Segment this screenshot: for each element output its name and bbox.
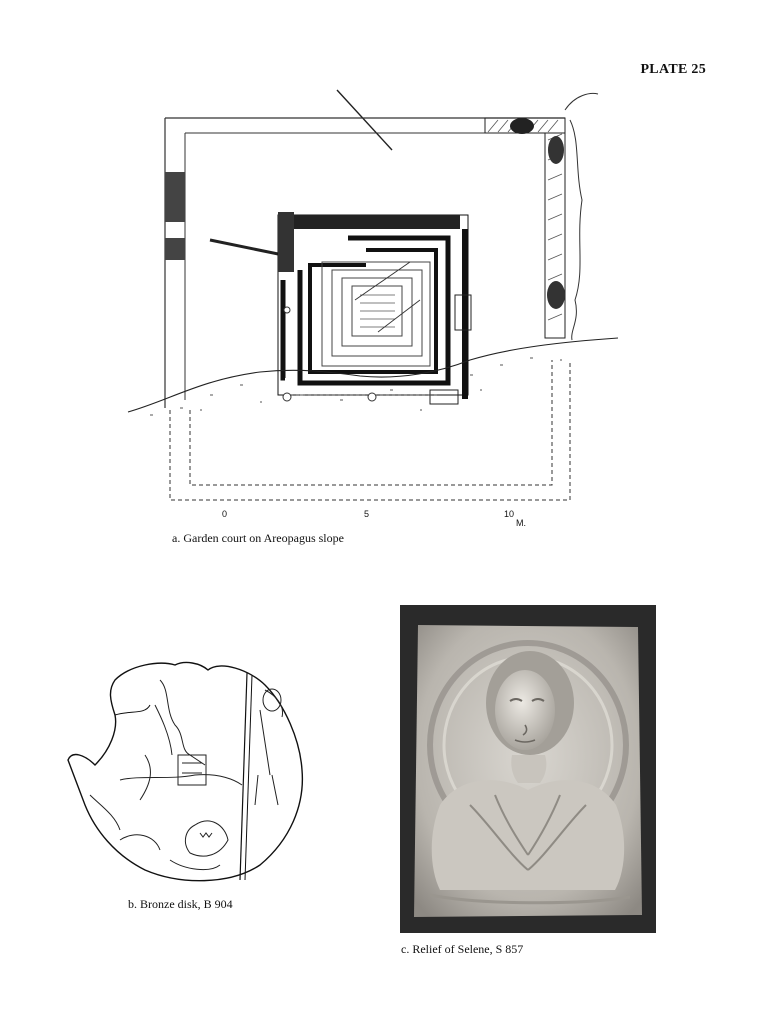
- scale-tick-5: 5: [364, 509, 370, 519]
- caption-c: c. Relief of Selene, S 857: [401, 942, 524, 956]
- plate-title: PLATE 25: [640, 62, 706, 77]
- caption-a: a. Garden court on Areopagus slope: [172, 531, 344, 545]
- scale-tick-0: 0: [222, 509, 228, 519]
- scale-unit: M.: [516, 518, 526, 528]
- garden-court-plan: [120, 85, 630, 505]
- bronze-disk-drawing: [60, 655, 310, 890]
- caption-b: b. Bronze disk, B 904: [128, 897, 233, 911]
- scale-tick-10: 10: [504, 509, 515, 519]
- selene-relief-photo: [400, 605, 656, 933]
